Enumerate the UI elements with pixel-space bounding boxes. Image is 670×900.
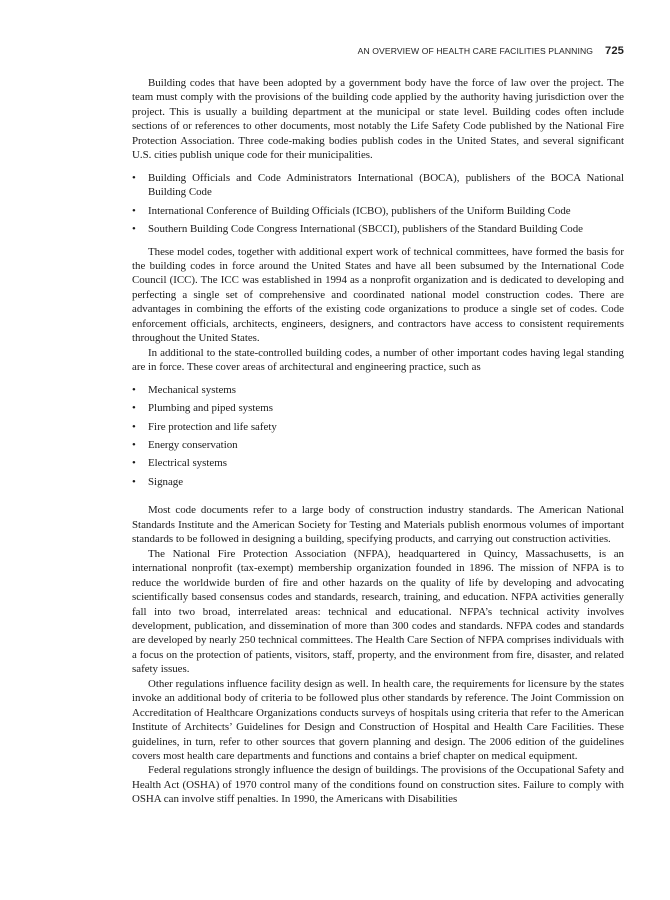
list-item: • Energy conservation	[132, 438, 238, 451]
bullet-icon: •	[132, 171, 136, 184]
bullet-icon: •	[132, 438, 136, 451]
bullet-icon: •	[132, 457, 136, 470]
bullet-icon: •	[132, 475, 136, 488]
practice-areas-list	[132, 383, 624, 490]
paragraph: These model codes, together with additional expert work of technical committees, have formed the basis for the building codes in force around the United States and have all been subsumed by the International Code Council (ICC). The ICC was established in 1994 as a nonprofit organization and is dedicated to developing and perfecting a single set of comprehensive and coordinated national model construction codes. There are advantages in combining the efforts of the existing code organizations to produce a single set of codes. Code enforcement officials, architects, engineers, designers, and contractors have access to consistent requirements throughout the United States.	[132, 245, 624, 345]
list-item: • Electrical systems	[132, 457, 227, 470]
paragraph: Federal regulations strongly influence the design of buildings. The provisions of the Occupational Safety and Health Act (OSHA) of 1970 control many of the conditions found on construction sites. Failure to comply with OSHA can involve stiff penalties. In 1990, the Americans with Disabilities	[132, 764, 624, 806]
bullet-icon: •	[132, 204, 136, 217]
paragraph: Building codes that have been adopted by a government body have the force of law over the project. The team must comply with the provisions of the building code applied by the authority having jurisdiction over the project. This is usually a building department at the municipal or state level. Building codes often include sections of or references to other documents, most notably the Life Safety Code published by the National Fire Protection Association. Three code-making bodies publish codes in the United States, and several significant U.S. cities publish unique code for their municipalities.	[132, 77, 624, 162]
list-item: • International Conference of Building Officials (ICBO), publishers of the Uniform Building Code	[132, 204, 571, 217]
code-bodies-list	[132, 171, 624, 237]
paragraph: The National Fire Protection Association (NFPA), headquartered in Quincy, Massachusetts, is an international nonprofit (tax-exempt) membership organization founded in 1896. The mission of NFPA is to reduce the worldwide burden of fire and other hazards on the quality of life by developing and advocating scientifically based consensus codes and standards, research, training, and education. NFPA activities generally fall into two broad, interrelated areas: technical and educational. NFPA’s technical activity involves development, publication, and dissemination of more than 300 codes and standards. NFPA codes and standards are developed by nearly 250 technical committees. The Health Care Section of NFPA comprises individuals with a focus on the protection of patients, visitors, staff, property, and the environment from fire, disaster, and related safety issues.	[132, 547, 624, 676]
page	[132, 44, 624, 807]
bullet-icon: •	[132, 420, 136, 433]
bullet-icon: •	[132, 223, 136, 236]
list-item: • Plumbing and piped systems	[132, 402, 273, 415]
bullet-icon: •	[132, 402, 136, 415]
page-number: 725	[605, 45, 624, 57]
paragraph: Most code documents refer to a large body of construction industry standards. The American National Standards Institute and the American Society for Testing and Materials publish enormous volumes of important standards to be followed in designing a building, specifying products, and carrying out construction activities.	[132, 504, 624, 546]
list-item: • Southern Building Code Congress International (SBCCI), publishers of the Standard Building Code	[132, 223, 583, 236]
paragraph: Other regulations influence facility design as well. In health care, the requirements for licensure by the states invoke an additional body of criteria to be followed plus other standards by reference. The Joint Commission on Accreditation of Healthcare Organizations conducts surveys of hospitals using criteria that refer to the American Institute of Architects’ Guidelines for Design and Construction of Hospital and Health Care Facilities. These guidelines, in turn, refer to other sources that govern planning and design. The 2006 edition of the guidelines covers most health care departments and functions and contains a brief chapter on medical equipment.	[132, 677, 624, 763]
list-item: • Fire protection and life safety	[132, 420, 277, 433]
list-item: • Mechanical systems	[132, 383, 237, 396]
list-item: • Signage	[132, 475, 184, 488]
running-head	[132, 44, 624, 58]
bullet-icon: •	[132, 383, 136, 396]
running-title: AN OVERVIEW OF HEALTH CARE FACILITIES PLANNING	[357, 46, 594, 56]
list-item: • Building Officials and Code Administrators International (BOCA), publishers of the BOCA National Building Code	[132, 171, 624, 199]
paragraph: In additional to the state-controlled building codes, a number of other important codes having legal standing are in force. These cover areas of architectural and engineering practice, such as	[132, 346, 624, 374]
